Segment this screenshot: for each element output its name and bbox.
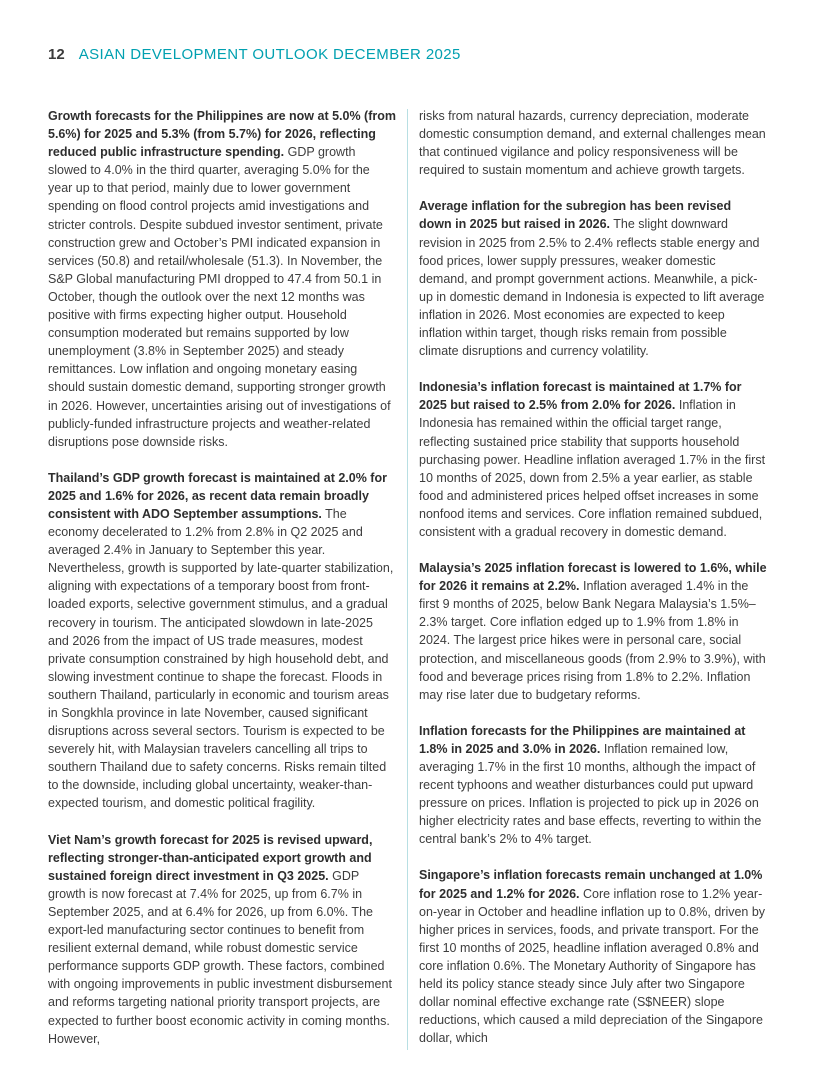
left-column [48,107,396,1066]
para-malaysia-inflation [419,559,767,704]
paragraph-body: The slight downward revision in 2025 from 2.5% to 2.4% reflects stable energy and food prices, lower supply pressures, weaker domestic demand, and prompt government actions. Meanwhile, a pick-up in domestic demand in Indonesia is expected to lift average inflation in 2026. Most economies are expected to keep inflation within target, though risks remain from possible climate disruptions and currency volatility. [419,217,765,359]
paragraph-lead: Growth forecasts for the Philippines are now at 5.0% (from 5.6%) for 2025 and 5.3% (from 5.7%) for 2026, reflecting reduced public infrastructure spending. [48,109,396,160]
para-indonesia-inflation [419,378,767,541]
para-thailand-growth [48,469,396,813]
paragraph-lead: Indonesia’s inflation forecast is maintained at 1.7% for 2025 but raised to 2.5% from 2.0% for 2026. [419,380,742,413]
paragraph-body: Inflation remained low, averaging 1.7% in the first 10 months, although the impact of recent typhoons and weather disturbances could put upward pressure on prices. Inflation is projected to pick up in 2026 on higher electricity rates and base effects, reverting to within the central bank’s 2% to 4% target. [419,741,762,847]
paragraph-body: GDP growth is now forecast at 7.4% for 2025, up from 6.7% in September 2025, and at 6.4% for 2026, up from 6.0%. The export-led manufacturing sector continues to benefit from resilient external demand, while robust domestic service performance supports GDP growth. These factors, combined with ongoing improvements in public investment disbursement and reforms targeting national priority transport projects, are expected to further boost economic activity in coming months. However, [48,868,392,1046]
para-subregion-inflation [419,197,767,360]
two-column-layout [48,107,768,1066]
para-philippines-growth [48,107,396,451]
paragraph-body: Inflation averaged 1.4% in the first 9 months of 2025, below Bank Negara Malaysia’s 1.5%–2.3% target. Core inflation edged up to 1.9% from 1.8% in 2024. The largest price hikes were in personal care, social protection, and miscellaneous goods (from 2.9% to 3.9%), with food and beverage prices rising from 1.8% to 2.2%. Inflation may rise later due to budgetary reforms. [419,579,766,702]
para-vietnam-growth-continued [419,107,767,179]
right-column [419,107,767,1066]
paragraph-body: The economy decelerated to 1.2% from 2.8% in Q2 2025 and averaged 2.4% in January to September this year. Nevertheless, growth is supported by late-quarter stabilization, aligning with expectations of a temporary boost from front-loaded exports, selective government stimulus, and a gradual recovery in tourism. The anticipated slowdown in late-2025 and 2026 from the impact of US trade measures, modest private consumption constrained by high household debt, and slowing investment continue to shape the forecast. Floods in southern Thailand, particularly in economic and tourism areas in Songkhla province in late November, caused significant disruptions across several sectors. Tourism is expected to be severely hit, with Malaysian travelers cancelling all trips to southern Thailand due to safety concerns. Risks remain tilted to the downside, including global uncertainty, weaker-than-expected tourism, and domestic political fragility. [48,506,394,811]
paragraph-lead: Thailand’s GDP growth forecast is maintained at 2.0% for 2025 and 1.6% for 2026, as recent data remain broadly consistent with ADO September assumptions. [48,470,387,521]
paragraph-body: risks from natural hazards, currency depreciation, moderate domestic consumption demand, and external challenges mean that continued vigilance and policy responsiveness will be required to sustain momentum and achieve growth targets. [419,109,766,178]
paragraph-lead: Inflation forecasts for the Philippines are maintained at 1.8% in 2025 and 3.0% in 2026. [419,723,746,756]
para-singapore-inflation [419,866,767,1047]
para-philippines-inflation [419,722,767,849]
paragraph-lead: Malaysia’s 2025 inflation forecast is lowered to 1.6%, while for 2026 it remains at 2.2%. [419,561,767,594]
page-number: 12 [48,46,65,63]
column-divider-rule [407,109,408,1050]
paragraph-lead: Average inflation for the subregion has been revised down in 2025 but raised in 2026. [419,199,732,232]
paragraph-lead: Viet Nam’s growth forecast for 2025 is revised upward, reflecting stronger-than-anticipated export growth and sustained foreign direct investment in Q3 2025. [48,832,373,883]
paragraph-body: Inflation in Indonesia has remained within the official target range, reflecting sustained price stability that supports household purchasing power. Headline inflation averaged 1.7% in the first 10 months of 2025, down from 2.5% a year earlier, as stable food and administered prices helped offset increases in some nonfood items and services. Core inflation remained subdued, consistent with a gradual recovery in domestic demand. [419,398,766,539]
paragraph-lead: Singapore’s inflation forecasts remain unchanged at 1.0% for 2025 and 1.2% for 2026. [419,868,763,901]
paragraph-body: GDP growth slowed to 4.0% in the third quarter, averaging 5.0% for the year up to that period, mainly due to lower government spending on flood control projects amid investigations and stricter controls. Despite subdued investor sentiment, private construction grew and October’s PMI indicated expansion in services (50.8) and retail/wholesale (51.3). In November, the S&P Global manufacturing PMI dropped to 47.4 from 50.1 in October, though the outlook over the next 12 months was positive with firms expecting higher output. Household consumption moderated but remains supported by low unemployment (3.8% in September 2025) and steady remittances. Low inflation and ongoing monetary easing should sustain domestic demand, supporting stronger growth in 2026. However, uncertainties arising out of investigations of publicly-funded infrastructure projects and weather-related disruptions pose downside risks. [48,145,391,449]
page-header [48,46,768,63]
paragraph-body: Core inflation rose to 1.2% year-on-year in October and headline inflation up to 0.8%, driven by higher prices in services, foods, and private transport. For the first 10 months of 2025, headline inflation averaged 0.8% and core inflation 0.6%. The Monetary Authority of Singapore has held its policy stance steady since July after two Singapore dollar nominal effective exchange rate (S$NEER) slope reductions, which caused a mild depreciation of the Singapore dollar, which [419,886,766,1046]
running-head-title: ASIAN DEVELOPMENT OUTLOOK DECEMBER 2025 [78,46,461,63]
para-vietnam-growth [48,831,396,1048]
